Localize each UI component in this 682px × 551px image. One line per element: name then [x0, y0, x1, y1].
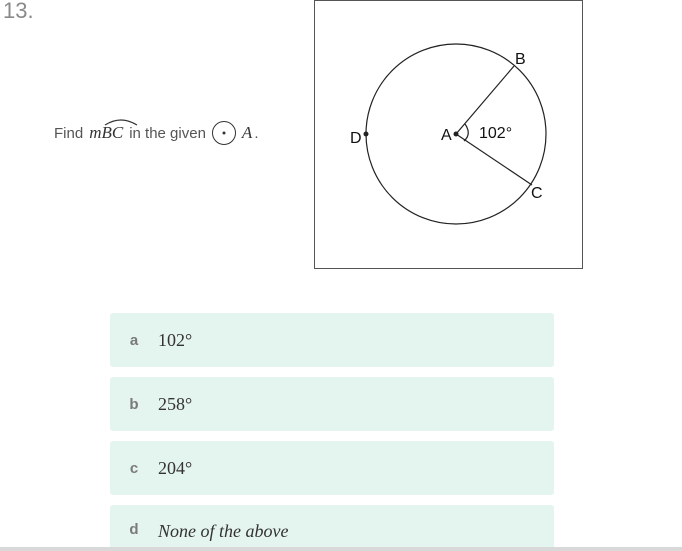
- arc-notation: [89, 123, 123, 143]
- choice-b[interactable]: [110, 377, 554, 431]
- circle-diagram: [315, 1, 584, 270]
- question-prompt: [54, 121, 258, 145]
- question-number: 13.: [3, 0, 34, 23]
- label-d: D: [350, 130, 362, 147]
- choice-value: 258°: [158, 393, 193, 414]
- circle-figure: [314, 0, 583, 269]
- arc-text: mBC: [89, 123, 124, 142]
- point-d: [364, 132, 369, 137]
- prompt-find-text: Find: [54, 124, 84, 142]
- choice-c[interactable]: [110, 441, 554, 495]
- choice-value: 102°: [158, 329, 193, 350]
- choice-letter: a: [129, 331, 139, 349]
- choice-a[interactable]: [110, 313, 554, 367]
- angle-arc: [464, 124, 468, 141]
- choice-value: None of the above: [158, 521, 289, 541]
- choice-letter: b: [129, 395, 139, 413]
- label-a: A: [441, 127, 452, 144]
- prompt-middle-text: in the given: [129, 124, 206, 142]
- arc-overline-icon: [89, 113, 139, 127]
- center-point: [454, 132, 459, 137]
- choice-value: 204°: [158, 457, 193, 478]
- angle-label: 102°: [479, 125, 513, 142]
- circle-symbol-icon: [212, 121, 236, 145]
- choice-letter: c: [129, 459, 139, 477]
- label-c: C: [531, 185, 543, 202]
- label-b: B: [515, 51, 526, 68]
- bottom-divider: [0, 547, 682, 551]
- choice-d[interactable]: [110, 505, 554, 547]
- radius-ab: [456, 66, 514, 134]
- choice-letter: d: [129, 521, 139, 538]
- prompt-end: .: [254, 124, 259, 142]
- circle-label: A: [241, 123, 253, 142]
